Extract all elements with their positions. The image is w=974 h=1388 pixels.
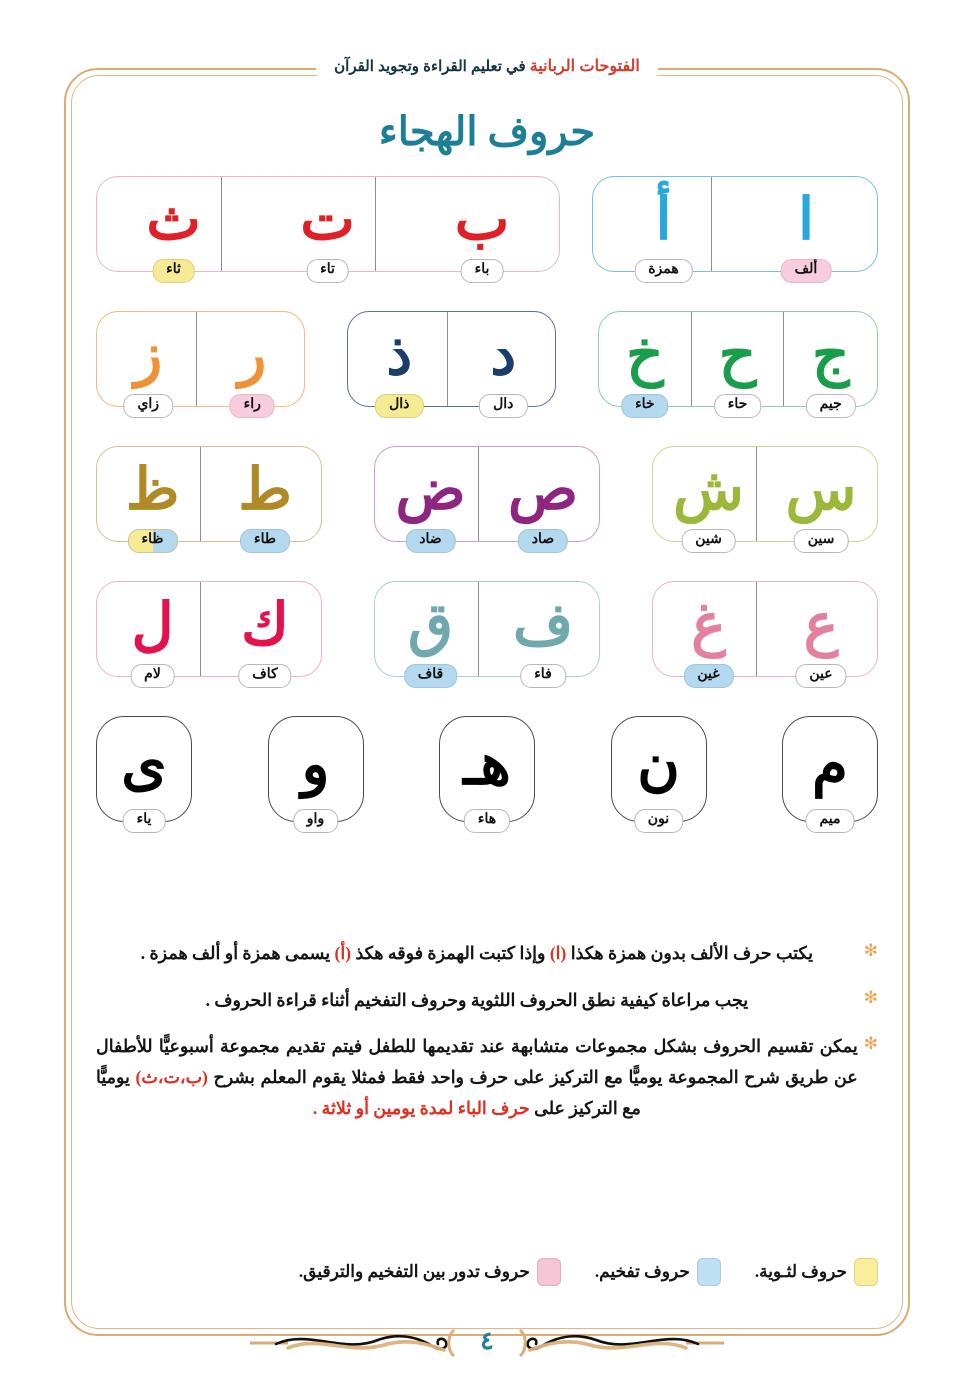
legend-item — [299, 1258, 561, 1286]
letter-group[interactable] — [652, 581, 878, 683]
letter-name-badge: ألف — [781, 259, 832, 283]
letter-row — [96, 581, 878, 693]
legend — [96, 1258, 878, 1286]
letter-glyph: ك — [241, 592, 289, 657]
letter-glyph: ت — [300, 187, 355, 252]
letter-name-badge: تاء — [306, 259, 349, 283]
letter-glyph: ص — [507, 457, 579, 522]
letter-cell[interactable] — [101, 312, 197, 413]
letter-cell[interactable] — [616, 177, 712, 278]
letter-name-badge: ثاء — [152, 259, 195, 283]
letter-cell[interactable] — [758, 177, 854, 278]
letter-glyph: ق — [408, 592, 454, 657]
letter-cell[interactable] — [495, 447, 591, 548]
legend-item — [755, 1258, 878, 1286]
legend-item — [595, 1258, 721, 1286]
letter-name-badge: همزة — [634, 259, 693, 283]
letter-name-badge: طاء — [240, 529, 290, 553]
letter-group[interactable] — [611, 716, 707, 828]
note-plain: وإذا كتبت الهمزة فوقه هكذ — [351, 943, 550, 963]
book-title-secondary: في تعليم القراءة وتجويد القرآن — [334, 58, 526, 75]
letter-cell[interactable] — [217, 447, 313, 548]
letter-name-badge: ياء — [123, 809, 166, 833]
letter-cell[interactable] — [217, 582, 313, 683]
letter-glyph: د — [490, 322, 517, 387]
page-footer — [0, 1324, 974, 1358]
letter-name-badge: خاء — [621, 394, 669, 418]
letter-group[interactable] — [268, 716, 364, 828]
letter-cell[interactable] — [383, 447, 479, 548]
letter-name-badge: راء — [230, 394, 275, 418]
letter-cell[interactable] — [434, 177, 530, 278]
letter-cell[interactable] — [612, 717, 706, 828]
letter-row — [96, 176, 878, 288]
note-plain: يمكن تقسيم الحروف بشكل مجموعات متشابهة عند تقديمها للطفل فيتم تقديم مجموعة أسبوعيًّا للأطفال عن طريق شرح المجموعة يوميًّا مع التركيز على حرف واحد فقط فمثلا يقوم المعلم بشرح — [96, 1036, 858, 1087]
note-item — [96, 938, 878, 969]
letter-cell[interactable] — [105, 447, 201, 548]
letter-name-badge: كاف — [238, 664, 291, 688]
flourish-left-icon — [248, 1324, 468, 1358]
note-plain: يكتب حرف الألف بدون همزة هكذا — [566, 943, 813, 963]
letter-cell[interactable] — [661, 447, 757, 548]
letter-name-badge: صاد — [518, 529, 568, 553]
letter-cell[interactable] — [773, 447, 869, 548]
letter-cell[interactable] — [383, 582, 479, 683]
note-highlight: (ا) — [549, 943, 567, 963]
legend-label: حروف تدور بين التفخيم والترقيق. — [298, 1262, 530, 1281]
letter-glyph: ذ — [386, 322, 413, 387]
note-text — [96, 938, 858, 969]
letter-row — [96, 446, 878, 558]
legend-color-swatch — [697, 1258, 721, 1286]
letter-glyph: ش — [673, 457, 744, 522]
letter-cell[interactable] — [784, 312, 877, 413]
letter-cell[interactable] — [783, 717, 877, 828]
letter-name-badge: زاي — [123, 394, 173, 418]
letter-group[interactable] — [96, 176, 560, 278]
letter-group[interactable] — [96, 716, 192, 828]
letter-name-badge: فاء — [520, 664, 566, 688]
letter-glyph: ج — [811, 322, 850, 387]
letter-glyph: ف — [512, 592, 574, 657]
letter-row — [96, 716, 878, 838]
legend-label: حروف لثـوية. — [754, 1262, 847, 1281]
page-number: ٤ — [480, 1327, 494, 1355]
asterisk-bullet-icon: ✻ — [863, 1034, 878, 1054]
letter-glyph: و — [301, 732, 330, 797]
letter-cell[interactable] — [204, 312, 300, 413]
note-item — [96, 985, 878, 1016]
asterisk-bullet-icon: ✻ — [863, 987, 878, 1007]
letter-cell[interactable] — [97, 717, 191, 828]
letter-name-badge: لام — [130, 664, 175, 688]
letter-glyph: ب — [454, 187, 510, 252]
letter-group[interactable] — [96, 446, 322, 548]
letter-name-badge: ميم — [805, 809, 854, 833]
letter-cell[interactable] — [269, 717, 363, 828]
letter-name-badge: هاء — [464, 809, 510, 833]
book-title-primary: الفتوحات الربانية — [529, 58, 640, 75]
letter-group[interactable] — [782, 716, 878, 828]
note-plain: يسمى همزة أو ألف همزة . — [140, 943, 335, 963]
letter-name-badge: سين — [794, 529, 849, 553]
letter-cell[interactable] — [455, 312, 551, 413]
note-plain: يجب مراعاة كيفية نطق الحروف اللثوية وحروف التفخيم أثناء قراءة الحروف . — [205, 989, 749, 1010]
letter-cell[interactable] — [599, 312, 692, 413]
letter-glyph: م — [812, 732, 848, 797]
letter-cell[interactable] — [352, 312, 448, 413]
letter-glyph: ع — [803, 592, 839, 657]
legend-label: حروف تفخيم. — [594, 1262, 690, 1281]
letter-glyph: ا — [797, 187, 815, 252]
letter-glyph: ر — [238, 322, 267, 387]
letter-name-badge: واو — [293, 809, 338, 833]
letter-glyph: ث — [146, 187, 201, 252]
note-text — [96, 1031, 858, 1123]
letter-name-badge: ضاد — [405, 529, 455, 553]
letter-group[interactable] — [96, 581, 322, 683]
letter-name-badge: دال — [479, 394, 527, 418]
letter-glyph: ظ — [125, 457, 180, 522]
notes-section — [96, 938, 878, 1139]
letter-glyph: ض — [395, 457, 466, 522]
letter-glyph: خ — [626, 322, 664, 387]
letter-cell[interactable] — [773, 582, 869, 683]
letter-glyph: أ — [655, 187, 672, 252]
letter-glyph: س — [785, 457, 857, 522]
legend-color-swatch — [537, 1258, 561, 1286]
letter-glyph: ز — [134, 322, 163, 387]
letter-group[interactable] — [374, 446, 600, 548]
letter-group[interactable] — [374, 581, 600, 683]
letter-glyph: ط — [238, 457, 292, 522]
letter-group[interactable] — [347, 311, 556, 413]
note-highlight: (أ) — [334, 943, 352, 963]
letter-cell[interactable] — [440, 717, 534, 828]
letter-group[interactable] — [652, 446, 878, 548]
letter-glyph: ن — [637, 732, 680, 797]
page-title: حروف الهجاء — [378, 109, 596, 154]
flourish-right-icon — [506, 1324, 726, 1358]
letter-cell[interactable] — [126, 177, 222, 278]
note-highlight: (ب،ت،ث) — [135, 1066, 208, 1087]
letter-row — [96, 311, 878, 423]
letter-name-badge: باء — [461, 259, 504, 283]
letter-cell[interactable] — [495, 582, 591, 683]
letter-glyph: ل — [131, 592, 174, 657]
letter-name-badge: حاء — [714, 394, 762, 418]
note-highlight: حرف الباء لمدة يومين أو ثلاثة . — [312, 1097, 530, 1118]
letter-name-badge: جيم — [806, 394, 856, 418]
letter-name-badge: عين — [795, 664, 846, 688]
letter-name-badge: ظاء — [128, 529, 178, 553]
asterisk-bullet-icon: ✻ — [863, 941, 878, 960]
letter-glyph: ح — [718, 322, 757, 387]
letter-group[interactable] — [439, 716, 535, 828]
letter-group[interactable] — [96, 311, 305, 413]
note-plain: يوميًّا مع التركيز على — [96, 1066, 641, 1118]
letter-cell[interactable] — [661, 582, 757, 683]
letter-cell[interactable] — [692, 312, 785, 413]
alphabet-grid — [96, 176, 878, 861]
letter-name-badge: نون — [634, 809, 683, 833]
letter-group[interactable] — [598, 311, 878, 413]
letter-group[interactable] — [592, 176, 878, 278]
letter-name-badge: قاف — [404, 664, 457, 688]
letter-name-badge: شين — [681, 529, 736, 553]
letter-glyph: غ — [691, 592, 726, 657]
note-text — [96, 985, 858, 1016]
letter-glyph: هـ — [463, 732, 511, 797]
letter-name-badge: ذال — [375, 394, 423, 418]
note-item — [96, 1031, 878, 1123]
book-header — [316, 52, 658, 82]
letter-name-badge: غين — [683, 664, 733, 688]
legend-color-swatch — [854, 1258, 878, 1286]
letter-glyph: ى — [121, 732, 167, 797]
letter-cell[interactable] — [280, 177, 376, 278]
letter-cell[interactable] — [105, 582, 201, 683]
